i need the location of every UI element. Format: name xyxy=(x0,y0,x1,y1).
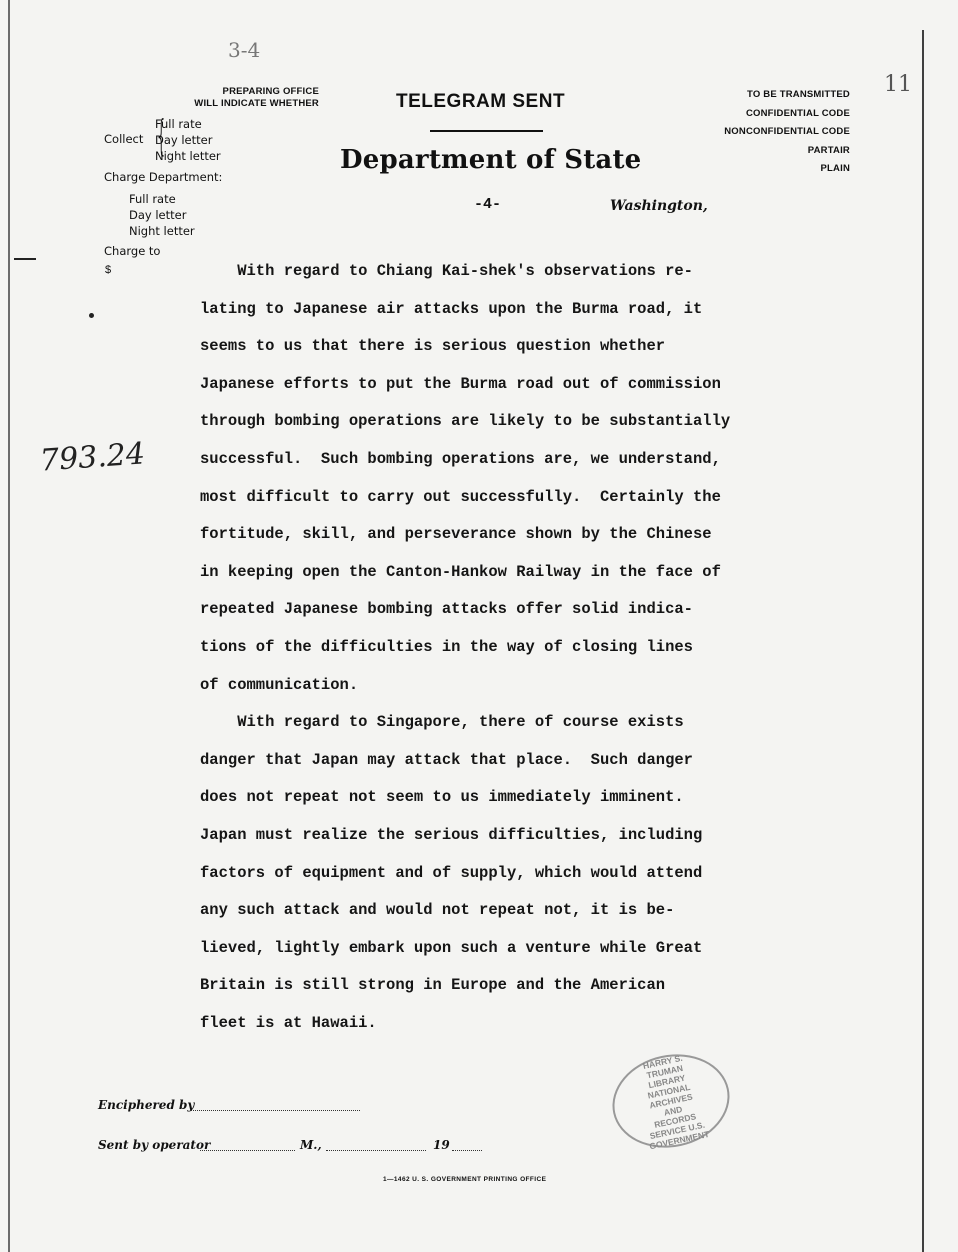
collect-option: Full rate xyxy=(155,117,202,131)
preparing-office-note xyxy=(172,86,319,110)
body-line: fortitude, skill, and perseverance shown by the Chinese xyxy=(200,525,712,544)
enciphered-by-field xyxy=(190,1110,360,1111)
title-rule xyxy=(430,130,543,132)
body-line: Japan must realize the serious difficulties, including xyxy=(200,825,703,844)
m-label: M., xyxy=(300,1138,322,1152)
transmit-option: PLAIN xyxy=(820,163,850,174)
body-line: With regard to Singapore, there of course exists xyxy=(200,713,684,732)
archives-stamp xyxy=(604,1044,739,1159)
body-line: fleet is at Hawaii. xyxy=(200,1013,377,1032)
charge-to-label: Charge to xyxy=(104,244,161,258)
enciphered-by-label: Enciphered by xyxy=(98,1098,195,1112)
body-line: seems to us that there is serious question whether xyxy=(200,337,666,356)
transmit-option: CONFIDENTIAL CODE xyxy=(745,107,850,119)
body-line: tions of the difficulties in the way of closing lines xyxy=(200,637,693,656)
transmit-option: NONCONFIDENTIAL CODE xyxy=(724,126,850,137)
collect-brace: { xyxy=(155,111,168,160)
year-label: 19 xyxy=(433,1138,450,1152)
department-heading: Department of State xyxy=(340,145,642,175)
right-page-edge xyxy=(922,30,924,1252)
city-line: Washington, xyxy=(610,198,708,214)
body-line: factors of equipment and of supply, which would attend xyxy=(200,863,703,882)
body-line: lieved, lightly embark upon such a venture while Great xyxy=(200,938,703,957)
printing-office-line: 1—1462 U. S. GOVERNMENT PRINTING OFFICE xyxy=(383,1176,547,1183)
year-field xyxy=(452,1150,482,1151)
transmit-option: TO BE TRANSMITTED xyxy=(747,89,850,100)
body-line: danger that Japan may attack that place. Such danger xyxy=(200,750,693,769)
charge-option: Day letter xyxy=(129,208,187,222)
body-line: With regard to Chiang Kai-shek's observations re- xyxy=(200,262,693,280)
date-field xyxy=(326,1150,426,1151)
form-title: TELEGRAM SENT xyxy=(396,91,566,112)
preparing-office-line-2: WILL INDICATE WHETHER xyxy=(194,98,319,109)
body-line: in keeping open the Canton-Hankow Railway in the face of xyxy=(200,562,721,581)
body-line: most difficult to carry out successfully. Certainly the xyxy=(200,487,721,506)
body-line: does not repeat not seem to us immediately imminent. xyxy=(200,788,684,807)
operator-field xyxy=(200,1150,295,1151)
collect-options xyxy=(155,111,221,164)
body-line: Japanese efforts to put the Burma road out of commission xyxy=(200,374,721,393)
telegram-body xyxy=(200,253,860,1042)
stamp-text: HARRY S. TRUMAN LIBRARY NATIONAL ARCHIVES AND RECORDS SERVICE U.S. GOVERNMENT xyxy=(642,1052,711,1152)
transmission-options xyxy=(700,86,850,179)
body-line: lating to Japanese air attacks upon the Burma road, it xyxy=(200,299,703,318)
transmit-option: PARTAIR xyxy=(807,144,850,156)
charge-department-label: Charge Department: xyxy=(104,170,223,184)
charge-option: Night letter xyxy=(129,224,195,238)
body-line: successful. Such bombing operations are, we understand, xyxy=(200,449,721,468)
body-line: repeated Japanese bombing attacks offer solid indica- xyxy=(200,600,693,619)
charge-option: Full rate xyxy=(129,192,176,206)
body-line: of communication. xyxy=(200,675,359,694)
handwritten-file-number: 793.24 xyxy=(38,436,147,479)
corner-pencil-mark: 3-4 xyxy=(228,38,261,62)
collect-label: Collect xyxy=(104,132,144,146)
collect-option: Day letter xyxy=(155,133,213,147)
charge-department-options xyxy=(129,191,195,239)
collect-option: Night letter xyxy=(155,149,221,163)
sent-by-operator-label: Sent by operator xyxy=(98,1138,211,1152)
body-line: Britain is still strong in Europe and the American xyxy=(200,976,666,995)
page-number: 11 xyxy=(884,72,912,97)
dollar-sign: $ xyxy=(105,264,112,276)
body-line: any such attack and would not repeat not, it is be- xyxy=(200,901,675,920)
margin-dot xyxy=(89,313,94,318)
preparing-office-line-1: PREPARING OFFICE xyxy=(222,86,319,97)
page-marker: -4- xyxy=(474,196,502,213)
margin-tick xyxy=(14,258,36,260)
body-line: through bombing operations are likely to be substantially xyxy=(200,412,731,431)
left-page-edge xyxy=(8,0,10,1252)
